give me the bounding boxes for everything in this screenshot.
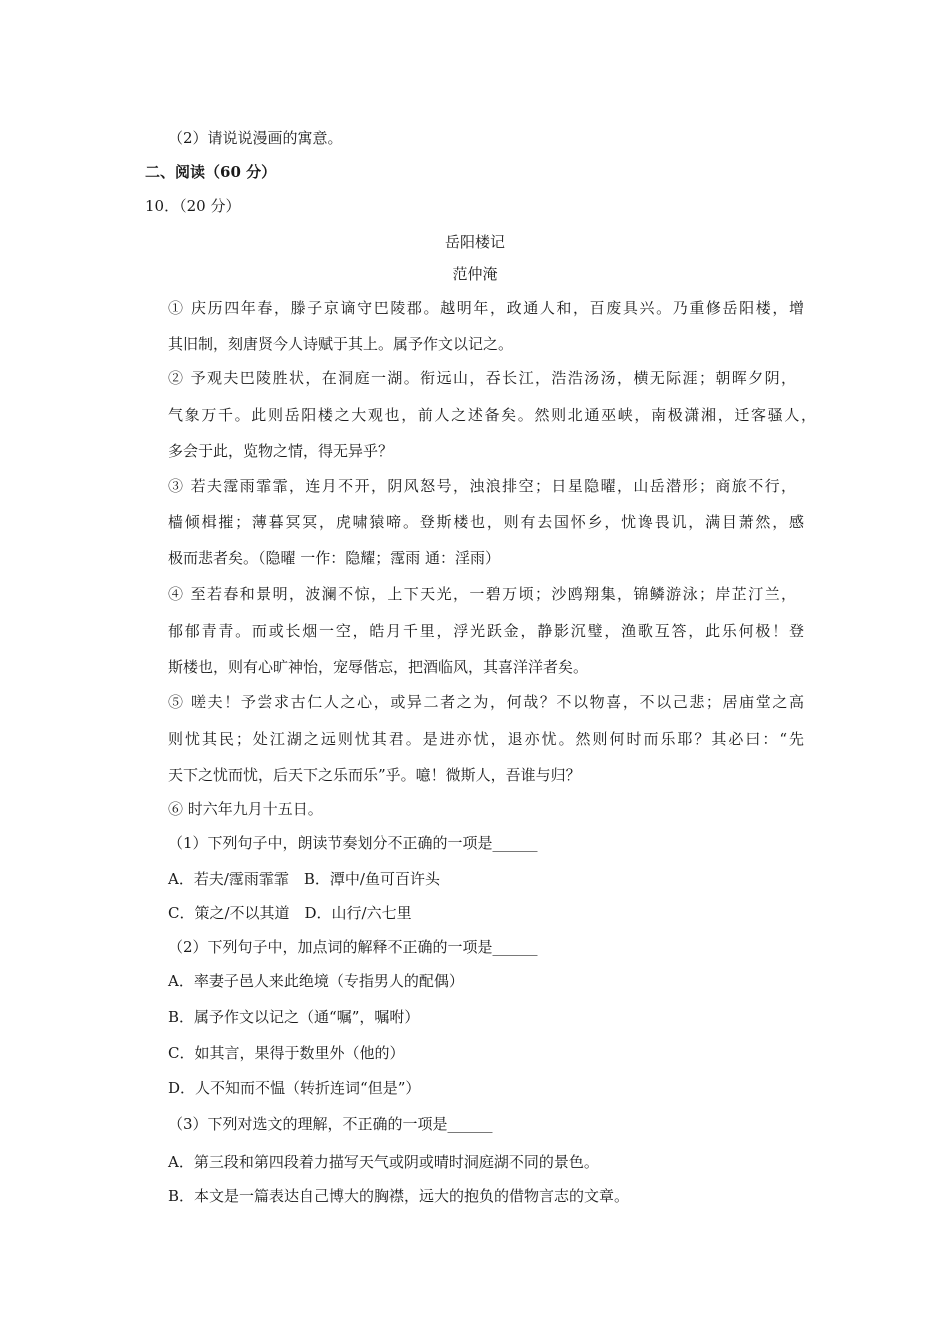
sub-question-2-option-d: D．人不知而不愠（转折连词“但是”） <box>168 1079 421 1097</box>
paragraph-3-line-3: 极而悲者矣。（隐曜 一作：隐耀；霪雨 通：淫雨） <box>168 549 501 567</box>
paragraph-1-line-1: ① 庆历四年春，滕子京谪守巴陵郡。越明年，政通人和，百废具兴。乃重修岳阳楼，增 <box>168 299 804 317</box>
sub-question-3-option-a: A．第三段和第四段着力描写天气或阴或晴时洞庭湖不同的景色。 <box>168 1153 599 1171</box>
passage-author: 范仲淹 <box>452 265 498 283</box>
sub-question-2-option-c: C．如其言，果得于数里外（他的） <box>168 1044 405 1062</box>
paragraph-3-line-2: 樯倾楫摧；薄暮冥冥，虎啸猿啼。登斯楼也，则有去国怀乡，忧谗畏讥，满目萧然，感 <box>168 513 804 531</box>
paragraph-2-line-2: 气象万千。此则岳阳楼之大观也，前人之述备矣。然则北通巫峡，南极潇湘，迁客骚人， <box>168 406 816 424</box>
passage-title: 岳阳楼记 <box>444 233 505 251</box>
sub-question-2-option-b: B．属予作文以记之（通“嘱”，嘱咐） <box>168 1008 420 1026</box>
paragraph-5-line-3: 天下之忧而忧，后天下之乐而乐”乎。噫！微斯人，吾谁与归？ <box>168 766 581 784</box>
paragraph-4-line-1: ④ 至若春和景明，波澜不惊，上下天光，一碧万顷；沙鸥翔集，锦鳞游泳；岸芷汀兰， <box>168 585 796 603</box>
sub-question-1-options-ab: A．若夫/霪雨霏霏 B．潭中/鱼可百许头 <box>168 870 440 888</box>
paragraph-4-line-2: 郁郁青青。而或长烟一空，皓月千里，浮光跃金，静影沉璧，渔歌互答，此乐何极！登 <box>168 622 804 640</box>
sub-question-1-stem: （1）下列句子中，朗读节奏划分不正确的一项是______ <box>168 834 538 852</box>
sub-question-1-options-cd: C．策之/不以其道 D．山行/六七里 <box>168 904 412 922</box>
paragraph-1-line-2: 其旧制，刻唐贤今人诗赋于其上。属予作文以记之。 <box>168 335 514 353</box>
paragraph-2-line-1: ② 予观夫巴陵胜状，在洞庭一湖。衔远山，吞长江，浩浩汤汤，横无际涯；朝晖夕阴， <box>168 369 796 387</box>
sub-question-2-stem: （2）下列句子中，加点词的解释不正确的一项是______ <box>168 938 538 956</box>
paragraph-3-line-1: ③ 若夫霪雨霏霏，连月不开，阴风怒号，浊浪排空；日星隐曜，山岳潜形；商旅不行， <box>168 477 796 495</box>
paragraph-4-line-3: 斯楼也，则有心旷神怡，宠辱偕忘，把酒临风，其喜洋洋者矣。 <box>168 658 589 676</box>
question-9-part-2: （2）请说说漫画的寓意。 <box>168 129 343 147</box>
question-10-label: 10．（20 分） <box>145 197 241 215</box>
paragraph-5-line-2: 则忧其民；处江湖之远则忧其君。是进亦忧，退亦忧。然则何时而乐耶？其必曰：“先 <box>168 730 804 748</box>
sub-question-3-stem: （3）下列对选文的理解，不正确的一项是______ <box>168 1115 493 1133</box>
sub-question-2-option-a: A．率妻子邑人来此绝境（专指男人的配偶） <box>168 972 464 990</box>
paragraph-5-line-1: ⑤ 嗟夫！予尝求古仁人之心，或异二者之为，何哉？不以物喜，不以己悲；居庙堂之高 <box>168 693 804 711</box>
paragraph-6-line-1: ⑥ 时六年九月十五日。 <box>168 800 323 818</box>
paragraph-2-line-3: 多会于此，览物之情，得无异乎？ <box>168 442 394 460</box>
section-heading-reading: 二、阅读（60 分） <box>145 163 277 181</box>
sub-question-3-option-b: B．本文是一篇表达自己博大的胸襟，远大的抱负的借物言志的文章。 <box>168 1187 630 1205</box>
